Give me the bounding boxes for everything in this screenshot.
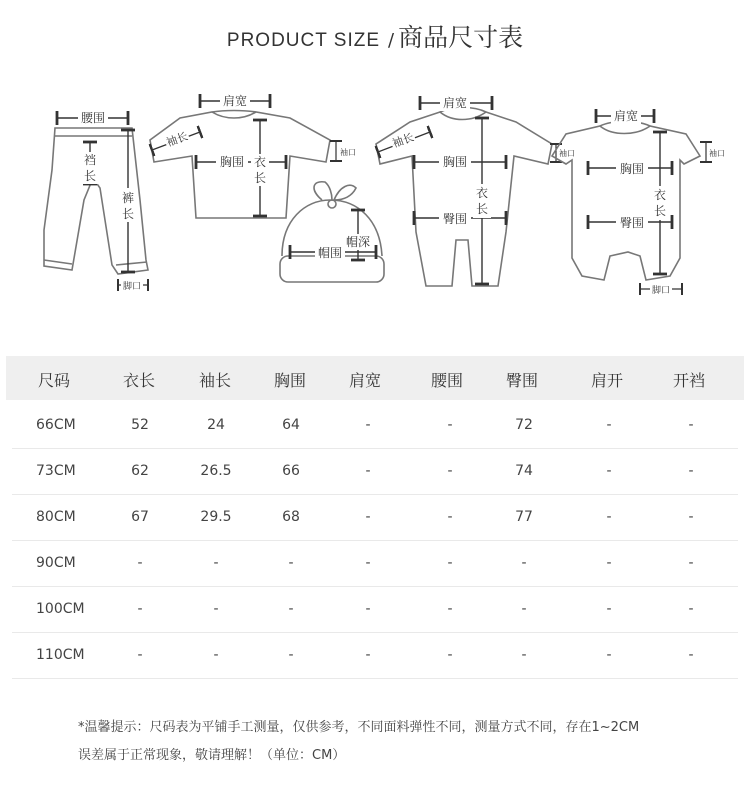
- table-cell: -: [606, 417, 612, 433]
- table-cell: -: [137, 555, 143, 571]
- top-length-label-2: 长: [253, 171, 267, 185]
- short-romper-foot-label: 脚口: [651, 286, 671, 296]
- col-waist: 腰围: [431, 371, 464, 390]
- pants-crotch-label-1: 裆: [83, 153, 97, 167]
- col-shoulder: 肩宽: [349, 371, 382, 390]
- pants-foot-label: 脚口: [122, 282, 142, 292]
- size-cell: 73CM: [36, 463, 76, 479]
- top-length-label-1: 衣: [253, 155, 267, 169]
- table-cell: -: [606, 463, 612, 479]
- table-cell: -: [137, 647, 143, 663]
- col-chest: 胸围: [274, 371, 307, 390]
- table-cell: -: [288, 647, 294, 663]
- table-cell: 26.5: [200, 463, 232, 479]
- table-cell: -: [447, 647, 453, 663]
- garment-diagrams: [0, 60, 750, 350]
- table-cell: -: [606, 555, 612, 571]
- table-cell: -: [447, 463, 453, 479]
- table-cell: 67: [131, 509, 149, 525]
- size-cell: 80CM: [36, 509, 76, 525]
- hat-diagram: [280, 182, 384, 282]
- size-cell: 66CM: [36, 417, 76, 433]
- top-chest-label: 胸围: [219, 155, 245, 169]
- size-cell: 100CM: [36, 601, 85, 617]
- top-cuff-label: 袖口: [340, 148, 356, 157]
- top-sleeve-label: 袖长: [164, 129, 190, 150]
- table-cell: -: [688, 555, 694, 571]
- table-cell: 64: [282, 417, 300, 433]
- table-cell: -: [688, 463, 694, 479]
- size-cell: 110CM: [36, 647, 85, 663]
- note-line-2: 误差属于正常现象，敬请理解！（单位：CM）: [78, 748, 346, 763]
- col-shoulder-opening: 肩开: [591, 371, 624, 390]
- table-cell: -: [213, 647, 219, 663]
- table-cell: -: [521, 555, 527, 571]
- table-cell: 72: [515, 417, 533, 433]
- table-cell: -: [688, 509, 694, 525]
- pants-length-label-1: 裤: [121, 191, 135, 205]
- short-romper-hip-label: 臀围: [619, 216, 645, 230]
- long-romper-sleeve-label: 袖长: [390, 130, 416, 151]
- table-cell: 77: [515, 509, 533, 525]
- table-cell: -: [365, 463, 371, 479]
- table-row: [0, 449, 750, 495]
- table-cell: -: [365, 601, 371, 617]
- col-crotch-opening: 开裆: [673, 371, 706, 390]
- table-cell: 62: [131, 463, 149, 479]
- table-cell: -: [447, 417, 453, 433]
- short-romper-cuff-label: 袖口: [709, 149, 725, 158]
- table-row: [0, 495, 750, 541]
- long-romper-hip-label: 臀围: [442, 212, 468, 226]
- size-table-header: [6, 356, 744, 400]
- short-romper-shoulder-label: 肩宽: [613, 109, 639, 123]
- table-cell: 74: [515, 463, 533, 479]
- table-cell: -: [606, 509, 612, 525]
- table-cell: -: [365, 509, 371, 525]
- table-cell: 29.5: [200, 509, 232, 525]
- table-cell: -: [688, 601, 694, 617]
- table-cell: -: [365, 417, 371, 433]
- size-note: [78, 714, 718, 770]
- short-romper-diagram: [552, 122, 700, 281]
- title-chinese: 商品尺寸表: [398, 23, 524, 52]
- hat-circumference-label: 帽围: [317, 246, 343, 260]
- short-romper-length-label-2: 长: [653, 204, 667, 218]
- table-cell: -: [606, 647, 612, 663]
- long-romper-length-label-2: 长: [475, 202, 489, 216]
- table-cell: -: [365, 647, 371, 663]
- col-length: 衣长: [123, 371, 156, 390]
- row-divider: [12, 678, 738, 679]
- short-romper-chest-label: 胸围: [619, 162, 645, 176]
- table-row: [0, 403, 750, 449]
- note-line-1: *温馨提示：尺码表为平铺手工测量，仅供参考，不同面料弹性不同，测量方式不同，存在1~2CM: [78, 720, 640, 735]
- table-row: [0, 587, 750, 633]
- table-cell: -: [365, 555, 371, 571]
- col-size: 尺码: [38, 371, 71, 390]
- long-romper-shoulder-label: 肩宽: [442, 96, 468, 110]
- size-cell: 90CM: [36, 555, 76, 571]
- table-cell: -: [213, 555, 219, 571]
- long-romper-length-label-1: 衣: [475, 186, 489, 200]
- table-cell: 52: [131, 417, 149, 433]
- table-cell: -: [688, 647, 694, 663]
- long-romper-chest-label: 胸围: [442, 155, 468, 169]
- long-romper-cuff-label: 袖口: [559, 149, 575, 158]
- pants-length-label-2: 长: [121, 207, 135, 221]
- table-cell: -: [288, 555, 294, 571]
- table-cell: -: [288, 601, 294, 617]
- hat-depth-label: 帽深: [345, 235, 371, 249]
- table-cell: 68: [282, 509, 300, 525]
- table-row: [0, 541, 750, 587]
- table-cell: -: [606, 601, 612, 617]
- short-romper-length-label-1: 衣: [653, 188, 667, 202]
- table-cell: 24: [207, 417, 225, 433]
- table-cell: 66: [282, 463, 300, 479]
- table-cell: -: [447, 555, 453, 571]
- top-shoulder-label: 肩宽: [222, 94, 248, 108]
- col-hip: 臀围: [506, 371, 539, 390]
- table-cell: -: [521, 601, 527, 617]
- table-cell: -: [137, 601, 143, 617]
- title-english: PRODUCT SIZE: [226, 30, 380, 51]
- pants-waist-label: 腰围: [80, 111, 106, 125]
- table-cell: -: [447, 601, 453, 617]
- col-sleeve: 袖长: [199, 371, 232, 390]
- table-cell: -: [447, 509, 453, 525]
- page-title: [0, 18, 750, 54]
- title-slash: /: [388, 30, 395, 51]
- table-cell: -: [688, 417, 694, 433]
- pants-crotch-label-2: 长: [83, 169, 97, 183]
- table-cell: -: [213, 601, 219, 617]
- table-row: [0, 633, 750, 679]
- table-cell: -: [521, 647, 527, 663]
